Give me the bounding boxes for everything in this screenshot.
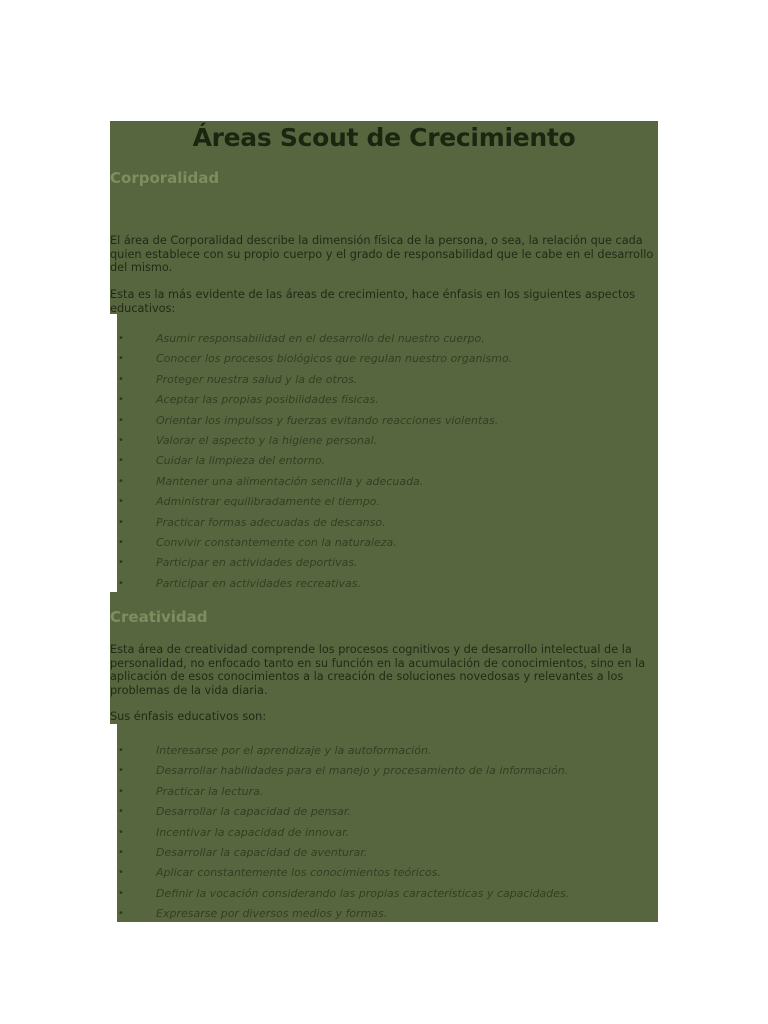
- list-item: [110, 553, 650, 573]
- list-item: [110, 904, 650, 924]
- list-item-text: Conocer los procesos biológicos que regulan nuestro organismo.: [156, 352, 513, 366]
- document-title: Áreas Scout de Crecimiento: [192, 123, 576, 152]
- bullet-icon: •: [118, 887, 124, 899]
- list-item-text: Convivir constantemente con la naturaleza.: [156, 535, 397, 549]
- list-item-text: Cuidar la limpieza del entorno.: [156, 454, 326, 468]
- list-item-text: Aceptar las propias posibilidades físicas.: [156, 393, 379, 407]
- list-item: [110, 782, 650, 802]
- list-item-text: Aplicar constantemente los conocimientos teóricos.: [156, 866, 441, 880]
- bullet-list-corporalidad: [110, 329, 650, 594]
- list-item: [110, 431, 650, 451]
- list-item: [110, 513, 650, 533]
- bullet-icon: •: [118, 846, 124, 858]
- list-item: [110, 823, 650, 843]
- bullet-icon: •: [118, 414, 124, 426]
- paragraph: Sus énfasis educativos son:: [110, 710, 267, 723]
- bullet-icon: •: [118, 806, 124, 818]
- list-item-text: Practicar la lectura.: [156, 784, 264, 798]
- list-item: [110, 802, 650, 822]
- list-item-text: Expresarse por diversos medios y formas.: [156, 907, 388, 921]
- list-item-text: Mantener una alimentación sencilla y adecuada.: [156, 474, 424, 488]
- bullet-list-creatividad: [110, 741, 650, 925]
- list-item-text: Orientar los impulsos y fuerzas evitando reacciones violentas.: [156, 413, 499, 427]
- document-page: [110, 121, 658, 922]
- bullet-icon: •: [118, 557, 124, 569]
- list-item-text: Administrar equilibradamente el tiempo.: [156, 495, 380, 509]
- list-item: [110, 863, 650, 883]
- bullet-icon: •: [118, 765, 124, 777]
- list-item-text: Desarrollar habilidades para el manejo y procesamiento de la información.: [156, 764, 569, 778]
- paragraph: Esta área de creatividad comprende los procesos cognitivos y de desarrollo intelectual de la personalidad, no enfocado tanto en su función en la acumulación de conocimientos, sino en la aplicación de esos conocimientos a la creación de soluciones novedosas y relevantes a los problemas de la vida diaria.: [110, 643, 646, 697]
- list-item-text: Valorar el aspecto y la higiene personal.: [156, 433, 378, 447]
- bullet-icon: •: [118, 475, 124, 487]
- bullet-icon: •: [118, 785, 124, 797]
- paragraph: Esta es la más evidente de las áreas de crecimiento, hace énfasis en los siguientes aspectos educativos:: [110, 288, 636, 315]
- bullet-icon: •: [118, 496, 124, 508]
- bullet-icon: •: [118, 394, 124, 406]
- list-item-text: Interesarse por el aprendizaje y la autoformación.: [156, 744, 432, 757]
- list-item: [110, 741, 650, 761]
- bullet-icon: •: [118, 867, 124, 879]
- bullet-icon: •: [118, 908, 124, 920]
- list-item: [110, 349, 650, 369]
- bullet-icon: •: [118, 353, 124, 365]
- list-item-text: Desarrollar la capacidad de aventurar.: [156, 845, 368, 859]
- bullet-icon: •: [118, 745, 124, 756]
- list-item-text: Practicar formas adecuadas de descanso.: [156, 515, 386, 529]
- list-item: [110, 574, 650, 594]
- list-item-text: Definir la vocación considerando las propias características y capacidades.: [156, 886, 570, 900]
- section-heading-corporalidad: Corporalidad: [110, 169, 220, 187]
- bullet-icon: •: [118, 455, 124, 467]
- paragraph: El área de Corporalidad describe la dimensión física de la persona, o sea, la relación que cada quien establece con su propio cuerpo y el grado de responsabilidad que le cabe en el desarrollo del mismo.: [110, 234, 654, 274]
- list-item-text: Desarrollar la capacidad de pensar.: [156, 805, 351, 819]
- list-item: [110, 492, 650, 512]
- list-item-text: Participar en actividades recreativas.: [156, 576, 361, 590]
- list-item: [110, 472, 650, 492]
- section-heading-creatividad: Creatividad: [110, 608, 208, 626]
- bullet-icon: •: [118, 333, 124, 344]
- list-item-text: Incentivar la capacidad de innovar.: [156, 825, 349, 839]
- bullet-icon: •: [118, 826, 124, 838]
- list-item: [110, 370, 650, 390]
- list-item-text: Proteger nuestra salud y la de otros.: [156, 372, 358, 386]
- bullet-icon: •: [118, 536, 124, 548]
- list-item: [110, 390, 650, 410]
- bullet-icon: •: [118, 577, 124, 589]
- bullet-icon: •: [118, 434, 124, 446]
- list-item: [110, 411, 650, 431]
- bullet-icon: •: [118, 373, 124, 385]
- list-item: [110, 884, 650, 904]
- list-item: [110, 533, 650, 553]
- list-item: [110, 451, 650, 471]
- list-item: [110, 761, 650, 781]
- list-item-text: Asumir responsabilidad en el desarrollo del nuestro cuerpo.: [156, 332, 485, 345]
- list-item: [110, 329, 650, 349]
- bullet-icon: •: [118, 516, 124, 528]
- list-item: [110, 843, 650, 863]
- list-item-text: Participar en actividades deportivas.: [156, 556, 358, 570]
